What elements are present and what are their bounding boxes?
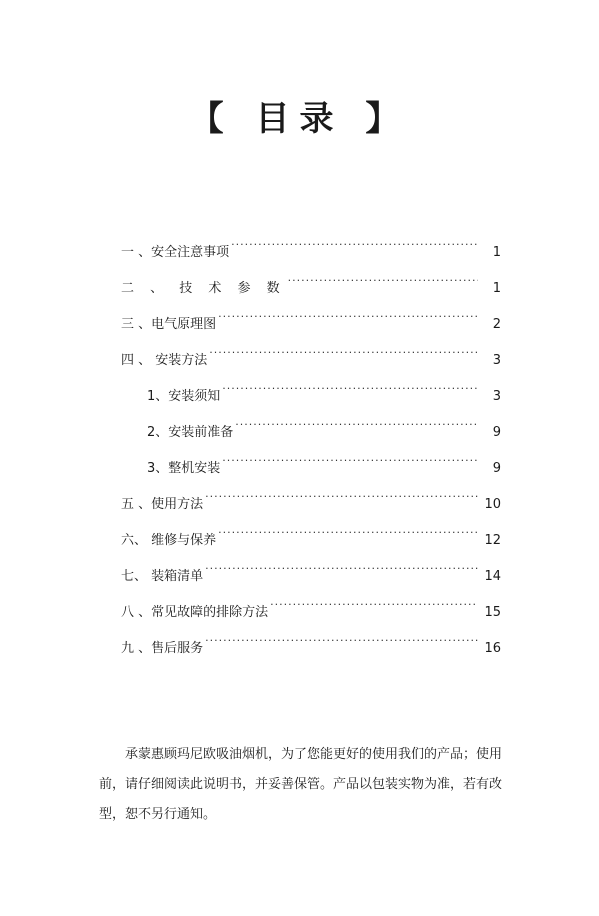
- table-of-contents: [121, 234, 501, 666]
- toc-page-number: 12: [484, 533, 501, 548]
- toc-item-label: 九 、售后服务: [121, 641, 204, 656]
- toc-item-installation-preparation[interactable]: [121, 414, 501, 450]
- toc-page-number: 2: [492, 317, 501, 332]
- toc-item-maintenance[interactable]: [121, 522, 501, 558]
- toc-item-full-installation[interactable]: [121, 450, 501, 486]
- toc-page-number: 1: [492, 245, 501, 260]
- toc-leader-dots: [205, 630, 478, 652]
- toc-item-packing-list[interactable]: [121, 558, 501, 594]
- toc-item-label: 七、 装箱清单: [121, 569, 204, 584]
- toc-item-label: 二 、 技 术 参 数: [121, 281, 286, 296]
- toc-item-specs[interactable]: [121, 270, 501, 306]
- toc-page-number: 1: [492, 281, 501, 296]
- toc-item-label: 八 、常见故障的排除方法: [121, 605, 269, 620]
- toc-page-number: 10: [484, 497, 501, 512]
- toc-item-label: 四 、 安装方法: [121, 353, 208, 368]
- toc-item-label: 3、整机安装: [147, 461, 221, 476]
- toc-leader-dots: [205, 486, 478, 508]
- toc-page-number: 15: [484, 605, 501, 620]
- toc-item-circuit-diagram[interactable]: [121, 306, 501, 342]
- page-title: 【 目录 】: [189, 99, 410, 139]
- toc-leader-dots: [218, 522, 478, 544]
- toc-leader-dots: [205, 558, 478, 580]
- toc-item-label: 1、安装须知: [147, 389, 221, 404]
- toc-leader-dots: [218, 306, 478, 328]
- toc-item-label: 一 、安全注意事项: [121, 245, 230, 260]
- toc-item-label: 五 、使用方法: [121, 497, 204, 512]
- toc-leader-dots: [209, 342, 478, 364]
- toc-item-installation-notes[interactable]: [121, 378, 501, 414]
- toc-leader-dots: [222, 378, 478, 400]
- toc-leader-dots: [222, 450, 478, 472]
- toc-page-number: 3: [492, 353, 501, 368]
- toc-page-number: 9: [492, 425, 501, 440]
- toc-leader-dots: [288, 270, 478, 292]
- toc-item-safety[interactable]: [121, 234, 501, 270]
- toc-item-label: 三 、电气原理图: [121, 317, 217, 332]
- toc-item-troubleshooting[interactable]: [121, 594, 501, 630]
- toc-item-label: 2、安装前准备: [147, 425, 234, 440]
- toc-item-usage[interactable]: [121, 486, 501, 522]
- toc-leader-dots: [231, 234, 478, 256]
- toc-page-number: 9: [492, 461, 501, 476]
- toc-page-number: 3: [492, 389, 501, 404]
- toc-item-installation[interactable]: [121, 342, 501, 378]
- toc-leader-dots: [270, 594, 478, 616]
- toc-page-number: 16: [484, 641, 501, 656]
- toc-item-label: 六、 维修与保养: [121, 533, 217, 548]
- toc-page-number: 14: [484, 569, 501, 584]
- intro-paragraph: 承蒙惠顾玛尼欧吸油烟机，为了您能更好的使用我们的产品；使用前，请仔细阅读此说明书，并妥善保管。产品以包装实物为准，若有改型，恕不另行通知。: [99, 747, 503, 822]
- toc-leader-dots: [235, 414, 478, 436]
- toc-item-after-sales[interactable]: [121, 630, 501, 666]
